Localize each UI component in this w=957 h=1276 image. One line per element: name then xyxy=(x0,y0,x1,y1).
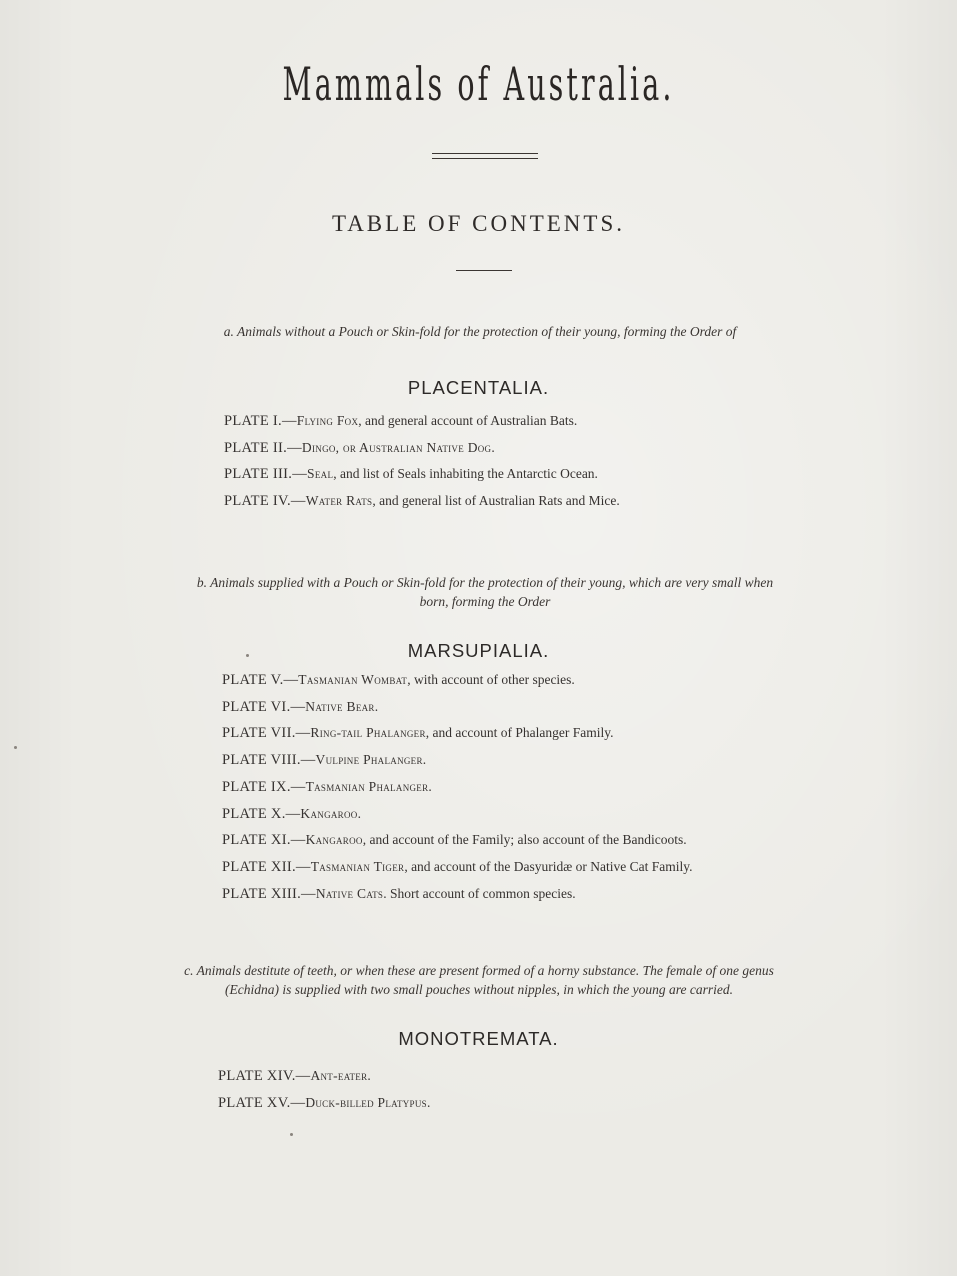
contents-rule xyxy=(456,270,512,271)
contents-entry: PLATE VI.—Native Bear. xyxy=(222,698,379,715)
section-a-intro: a. Animals without a Pouch or Skin-fold for the protection of their young, forming the Order of xyxy=(223,324,737,339)
contents-entry: PLATE I.—Flying Fox, and general account of Australian Bats. xyxy=(224,413,578,429)
page-title: Mammals of Australia. xyxy=(282,57,675,111)
section-a-entries xyxy=(224,408,620,515)
contents-entry: PLATE IX.—Tasmanian Phalanger. xyxy=(222,778,432,795)
contents-entry: PLATE XII.—Tasmanian Tiger, and account of the Dasyuridæ or Native Cat Family. xyxy=(222,858,693,875)
section-c-intro: c. Animals destitute of teeth, or when these are present formed of a horny substance. The female of one genus (Echidna) is supplied with two small pouches without nipples, in which the young are carried. xyxy=(184,963,774,997)
title-double-rule xyxy=(432,153,538,159)
section-c-order: MONOTREMATA. xyxy=(398,1028,559,1049)
contents-entry: PLATE XIII.—Native Cats. Short account of common species. xyxy=(222,885,576,902)
contents-entry: PLATE II.—Dingo, or Australian Native Dog. xyxy=(224,439,495,456)
section-b-order: MARSUPIALIA. xyxy=(407,640,550,661)
paper-speck xyxy=(290,1133,293,1136)
section-b-entries xyxy=(222,667,693,907)
contents-entry: PLATE X.—Kangaroo. xyxy=(222,805,361,822)
section-c-entries xyxy=(218,1063,430,1116)
contents-entry: PLATE VII.—Ring-tail Phalanger, and account of Phalanger Family. xyxy=(222,725,614,742)
paper-speck xyxy=(246,654,249,657)
contents-entry: PLATE XI.—Kangaroo, and account of the Family; also account of the Bandicoots. xyxy=(222,832,687,849)
contents-entry: PLATE XV.—Duck-billed Platypus. xyxy=(218,1094,431,1111)
contents-entry: PLATE XIV.—Ant-eater. xyxy=(218,1068,371,1084)
contents-entry: PLATE VIII.—Vulpine Phalanger. xyxy=(222,752,427,769)
contents-entry: PLATE IV.—Water Rats, and general list of Australian Rats and Mice. xyxy=(224,493,620,510)
contents-heading: TABLE OF CONTENTS. xyxy=(331,211,626,236)
section-a-order: PLACENTALIA. xyxy=(407,377,550,398)
section-b-intro: b. Animals supplied with a Pouch or Skin-fold for the protection of their young, which are very small when born, forming the Order xyxy=(196,575,774,609)
contents-entry: PLATE III.—Seal, and list of Seals inhabiting the Antarctic Ocean. xyxy=(224,466,598,483)
paper-speck xyxy=(14,746,17,749)
contents-entry: PLATE V.—Tasmanian Wombat, with account of other species. xyxy=(222,672,575,688)
